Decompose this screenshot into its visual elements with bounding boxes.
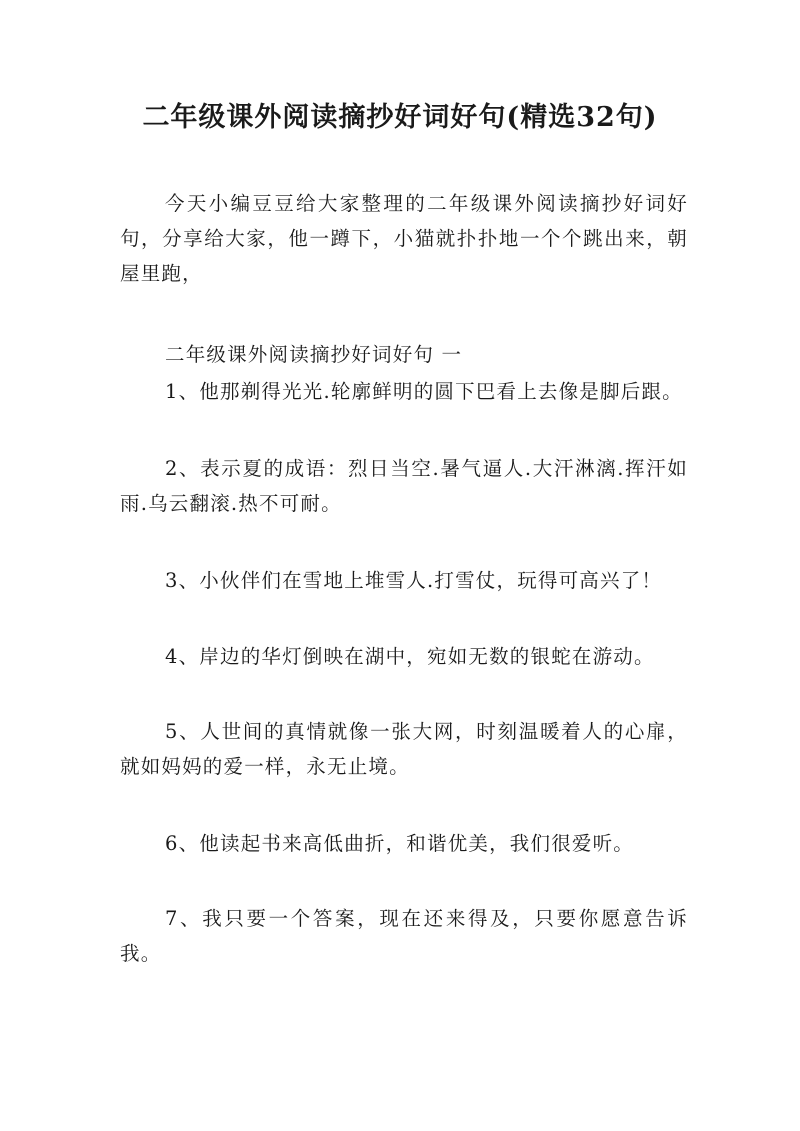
list-item: 4、岸边的华灯倒映在湖中，宛如无数的银蛇在游动。: [165, 645, 655, 668]
section-heading: 二年级课外阅读摘抄好词好句 一: [165, 343, 463, 366]
list-item: 1、他那剃得光光.轮廓鲜明的圆下巴看上去像是脚后跟。: [165, 380, 683, 403]
list-item: 2、表示夏的成语：烈日当空.暑气逼人.大汗淋漓.挥汗如雨.乌云翻滚.热不可耐。: [120, 457, 688, 515]
list-item: 3、小伙伴们在雪地上堆雪人.打雪仗，玩得可高兴了！: [165, 569, 663, 592]
intro-paragraph: 今天小编豆豆给大家整理的二年级课外阅读摘抄好词好句，分享给大家，他一蹲下，小猫就扑扑地一个个跳出来，朝屋里跑，: [120, 192, 688, 285]
list-item: 6、他读起书来高低曲折，和谐优美，我们很爱听。: [165, 832, 635, 855]
list-item: 5、人世间的真情就像一张大网，时刻温暖着人的心扉，就如妈妈的爱一样，永无止境。: [120, 720, 688, 778]
document-title: 二年级课外阅读摘抄好词好句(精选32句): [142, 102, 658, 133]
list-item: 7、我只要一个答案，现在还来得及，只要你愿意告诉我。: [120, 907, 688, 965]
